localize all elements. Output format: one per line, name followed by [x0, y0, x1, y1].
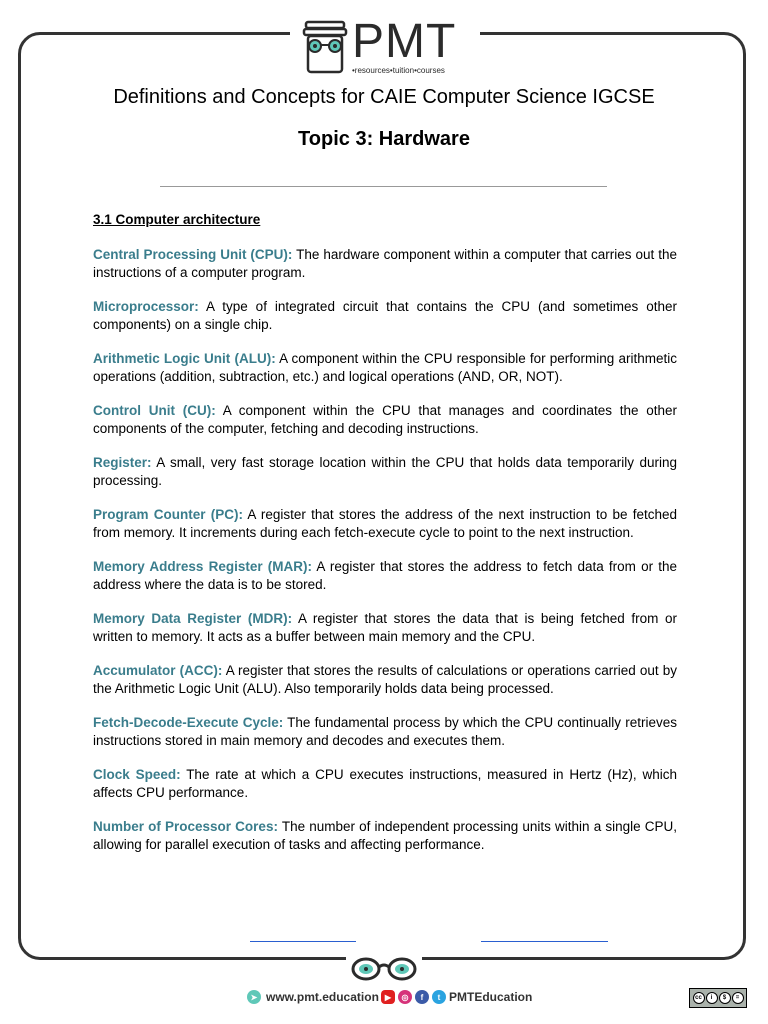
nd-icon: = — [732, 992, 744, 1004]
definition-text: The hardware component within a computer that carries out the instructions of a computer program. — [93, 247, 677, 280]
nc-icon: $ — [719, 992, 731, 1004]
definition-term: Program Counter (PC): — [93, 507, 243, 522]
definition-text: A register that stores the address to fetch data from or the address where the data is to be stored. — [93, 559, 677, 592]
definition-term: Central Processing Unit (CPU): — [93, 247, 293, 262]
instagram-icon[interactable]: ◎ — [398, 990, 412, 1004]
logo-wordmark: PMT — [352, 15, 457, 68]
definition-text: A register that stores the results of calculations or operations carried out by the Arithmetic Logic Unit (ALU). Also temporarily holds data being processed. — [93, 663, 677, 696]
twitter-icon[interactable]: t — [432, 990, 446, 1004]
definition-item — [93, 766, 677, 802]
glasses-icon — [350, 956, 418, 982]
definition-text: The rate at which a CPU executes instructions, measured in Hertz (Hz), which affects CPU performance. — [93, 767, 678, 800]
definition-item — [93, 298, 677, 334]
definition-text: The number of independent processing units within a single CPU, allowing for parallel execution of tasks and affecting performance. — [93, 819, 677, 852]
pmt-logo — [300, 15, 470, 76]
definition-text: A type of integrated circuit that contains the CPU (and sometimes other components) on a single chip. — [93, 299, 677, 332]
definition-text: A register that stores the address of the next instruction to be fetched from memory. It increments during each fetch-execute cycle to point to the next instruction. — [93, 507, 677, 540]
definition-text: The fundamental process by which the CPU continually retrieves instructions stored in main memory and decodes and executes them. — [93, 715, 677, 748]
definition-term: Memory Address Register (MAR): — [93, 559, 312, 574]
definition-text: A component within the CPU responsible for performing arithmetic operations (addition, subtraction, etc.) and logical operations (AND, OR, NOT). — [93, 351, 677, 384]
footer-link-underline-right[interactable] — [481, 941, 608, 942]
cc-license-badge[interactable] — [689, 988, 747, 1008]
definition-item — [93, 506, 677, 542]
definition-item — [93, 246, 677, 282]
definition-term: Clock Speed: — [93, 767, 181, 782]
website-text: www.pmt.education — [266, 990, 379, 1004]
cursor-icon: ➤ — [247, 990, 261, 1004]
definition-term: Accumulator (ACC): — [93, 663, 223, 678]
definition-term: Memory Data Register (MDR): — [93, 611, 293, 626]
definition-text: A register that stores the data that is being fetched from or written to memory. It acts as a buffer between main memory and the CPU. — [93, 611, 677, 644]
book-mascot-icon — [300, 18, 350, 76]
definition-item — [93, 402, 677, 438]
definition-item — [93, 350, 677, 386]
definition-text: A small, very fast storage location within the CPU that holds data temporarily during processing. — [93, 455, 677, 488]
logo-tagline: •resources•tuition•courses — [352, 66, 445, 75]
definition-item — [93, 454, 677, 490]
by-icon: i — [706, 992, 718, 1004]
cc-icon: cc — [693, 992, 705, 1004]
youtube-icon[interactable]: ▶ — [381, 990, 395, 1004]
definition-term: Number of Processor Cores: — [93, 819, 278, 834]
definition-item — [93, 714, 677, 750]
definition-item — [93, 662, 677, 698]
definition-term: Control Unit (CU): — [93, 403, 216, 418]
definition-item — [93, 610, 677, 646]
facebook-icon[interactable]: f — [415, 990, 429, 1004]
document-title: Definitions and Concepts for CAIE Computer Science IGCSE — [113, 86, 655, 108]
footer-link-underline-left[interactable] — [250, 941, 356, 942]
title-divider — [160, 186, 607, 187]
social-handle: PMTEducation — [449, 990, 533, 1004]
definition-term: Arithmetic Logic Unit (ALU): — [93, 351, 276, 366]
definition-term: Register: — [93, 455, 152, 470]
definition-term: Fetch-Decode-Execute Cycle: — [93, 715, 284, 730]
definitions-list — [93, 246, 677, 870]
website-link[interactable] — [247, 990, 379, 1004]
topic-title: Topic 3: Hardware — [298, 128, 470, 150]
social-links[interactable] — [381, 990, 532, 1004]
definition-item — [93, 818, 677, 854]
definition-term: Microprocessor: — [93, 299, 199, 314]
definition-item — [93, 558, 677, 594]
definition-text: A component within the CPU that manages and coordinates the other components of the computer, fetching and decoding instructions. — [93, 403, 678, 436]
section-heading: 3.1 Computer architecture — [93, 212, 261, 227]
